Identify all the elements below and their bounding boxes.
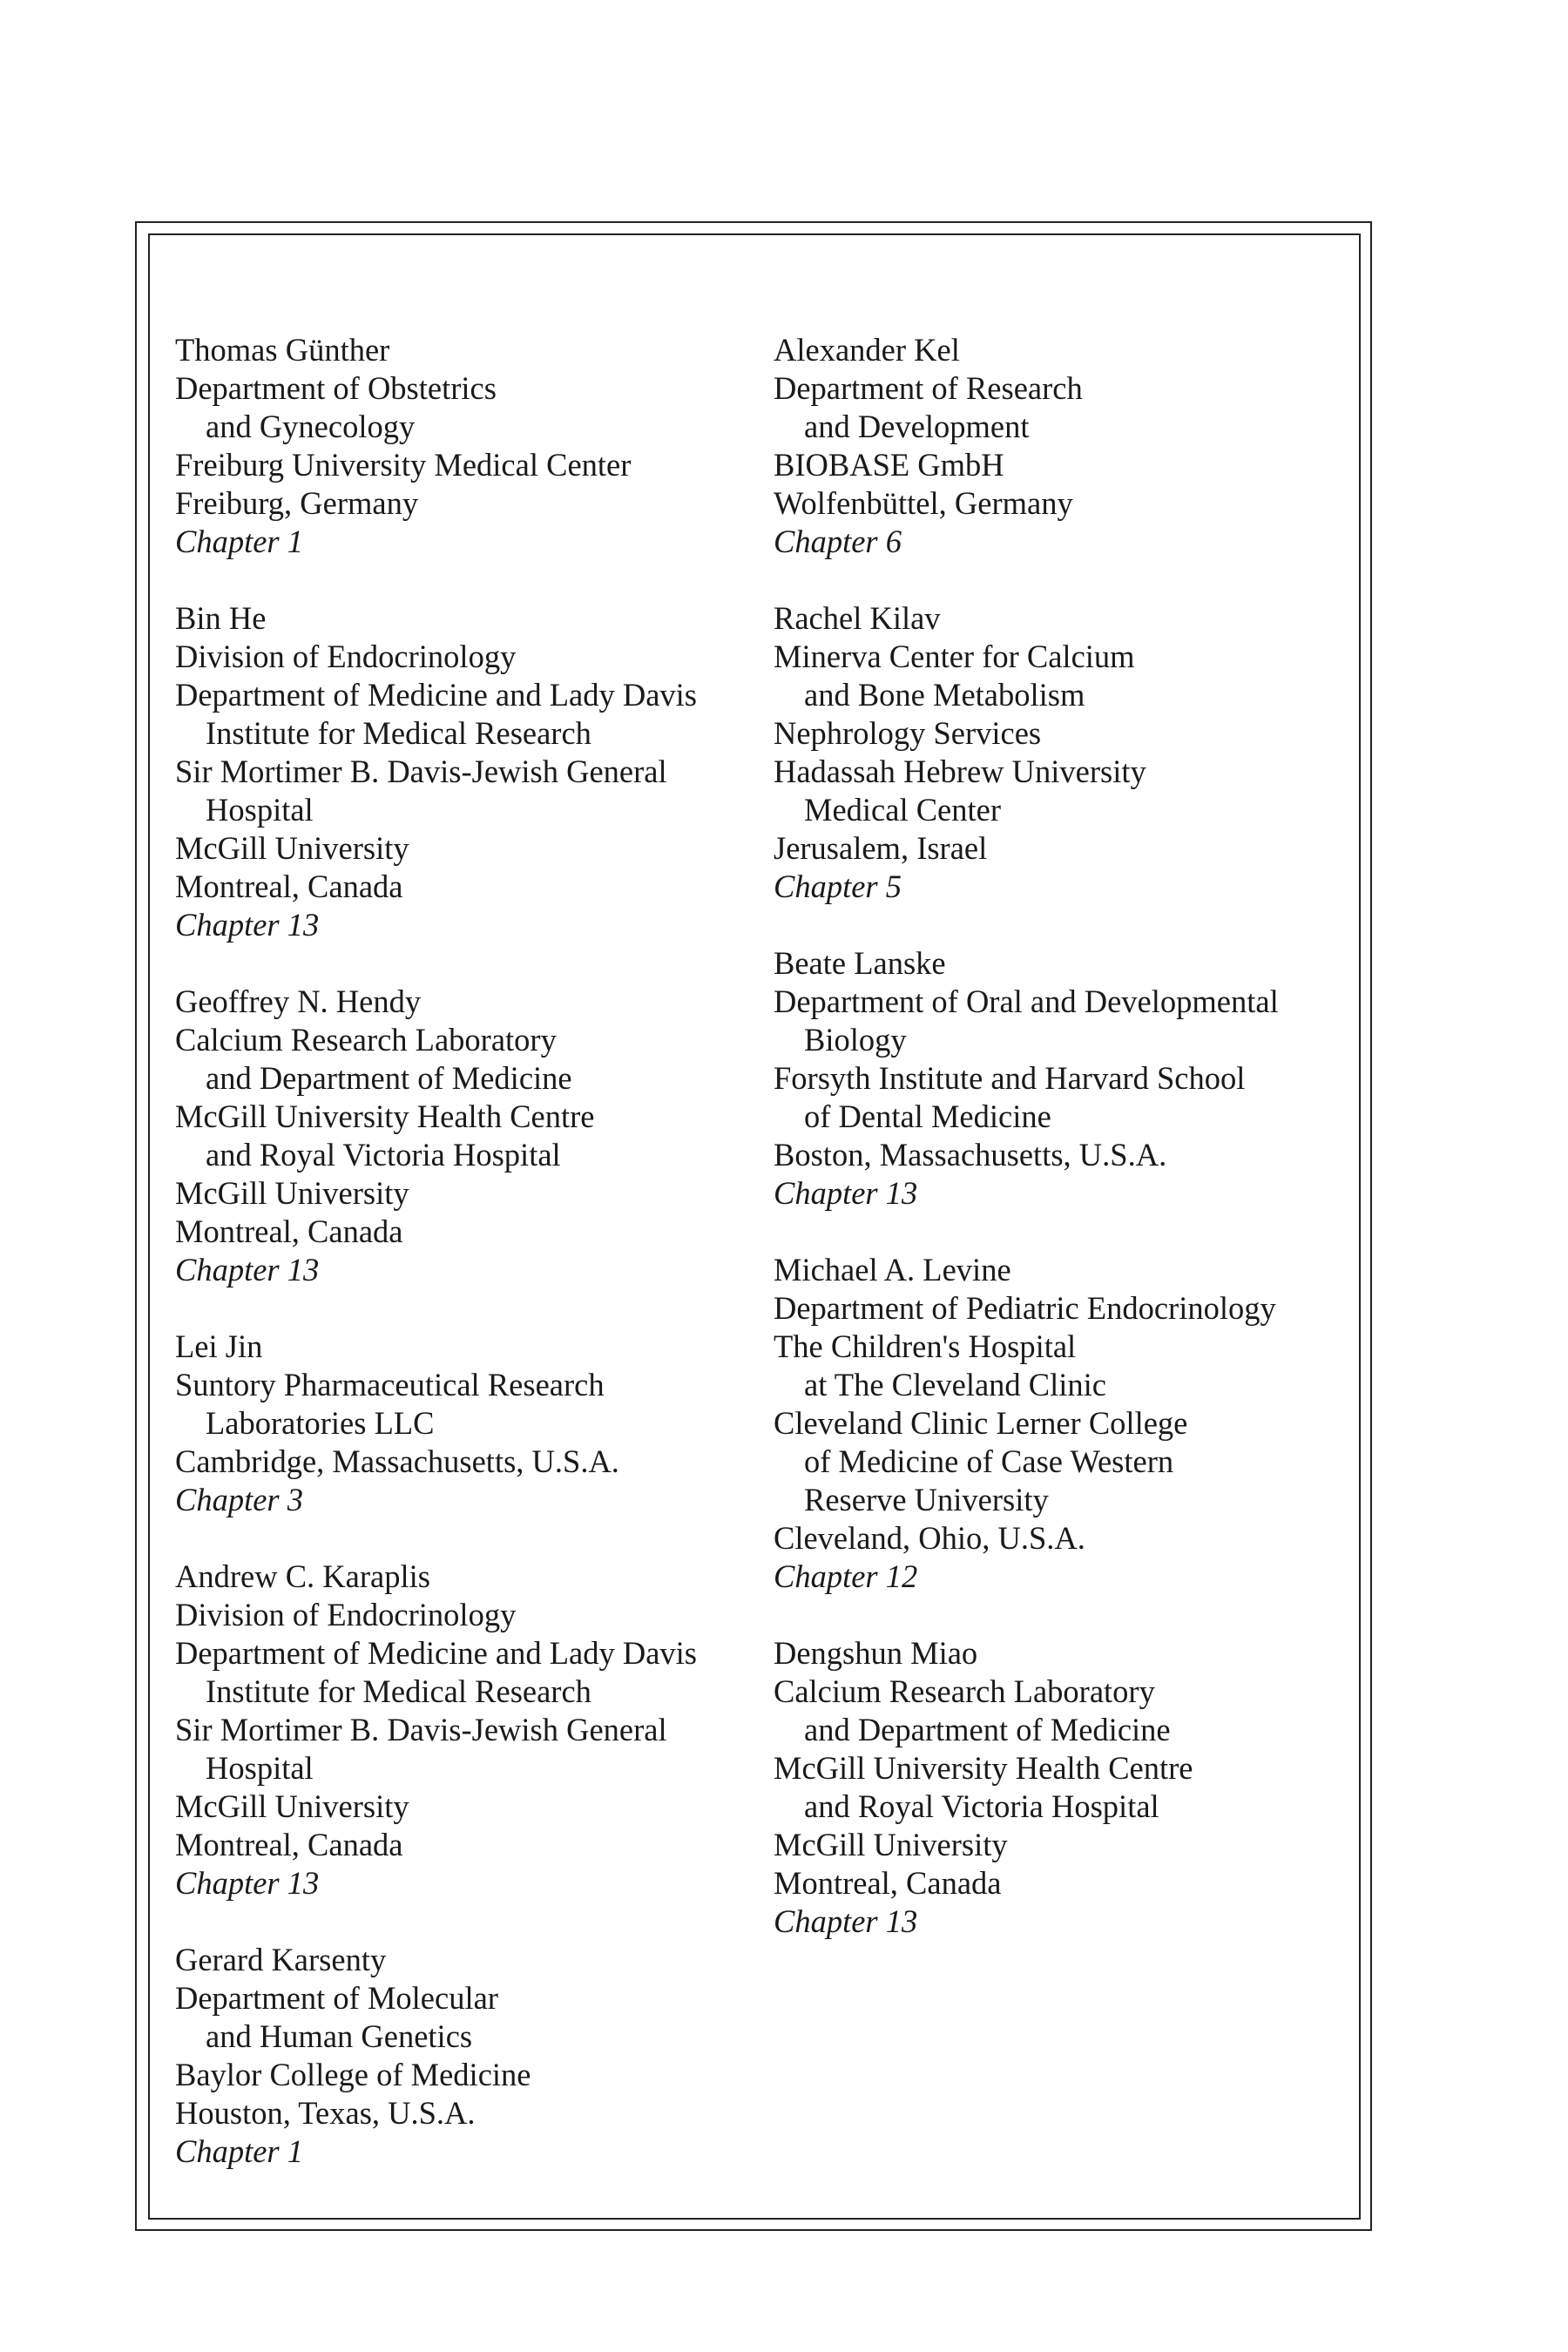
contributor-name: Gerard Karsenty: [175, 1942, 387, 1977]
affiliation-line: Minerva Center for Calcium: [774, 639, 1135, 674]
affiliation-line: Department of Molecular: [175, 1980, 498, 2016]
affiliation-line: Department of Pediatric Endocrinology: [774, 1290, 1276, 1326]
chapter-reference: Chapter 5: [774, 868, 902, 904]
affiliation-line: Montreal, Canada: [774, 1865, 1002, 1901]
contributor-name: Alexander Kel: [774, 332, 960, 368]
contributor-entry: [175, 1328, 741, 1519]
chapter-reference: Chapter 13: [774, 1175, 918, 1211]
chapter-reference: Chapter 13: [774, 1903, 918, 1939]
affiliation-line: Division of Endocrinology: [175, 1597, 517, 1632]
affiliation-line: Reserve University: [804, 1482, 1049, 1517]
affiliation-line: Houston, Texas, U.S.A.: [175, 2095, 476, 2131]
affiliation-line: Boston, Massachusetts, U.S.A.: [774, 1137, 1167, 1173]
affiliation-line: Sir Mortimer B. Davis-Jewish General: [175, 754, 667, 789]
affiliation-line: Institute for Medical Research: [206, 1673, 591, 1709]
contributor-name: Andrew C. Karaplis: [175, 1558, 430, 1594]
affiliation-line: McGill University: [175, 1175, 409, 1211]
affiliation-line: Department of Medicine and Lady Davis: [175, 1635, 698, 1671]
contributor-name: Bin He: [175, 600, 267, 636]
affiliation-line: Medical Center: [804, 792, 1002, 828]
affiliation-line: McGill University Health Centre: [774, 1750, 1193, 1786]
affiliation-line: Sir Mortimer B. Davis-Jewish General: [175, 1712, 667, 1747]
affiliation-line: and Department of Medicine: [804, 1712, 1171, 1747]
affiliation-line: Freiburg University Medical Center: [175, 447, 632, 483]
affiliation-line: Department of Oral and Developmental: [774, 983, 1279, 1019]
chapter-reference: Chapter 13: [175, 907, 320, 943]
affiliation-line: Department of Obstetrics: [175, 370, 497, 406]
affiliation-line: Calcium Research Laboratory: [774, 1673, 1155, 1709]
contributor-entry: [175, 1558, 741, 1903]
contributor-name: Lei Jin: [175, 1328, 263, 1364]
contributor-entry: [774, 1251, 1331, 1596]
affiliation-line: and Gynecology: [206, 409, 416, 444]
contributor-entry: [175, 1941, 741, 2171]
affiliation-line: Biology: [804, 1022, 907, 1058]
contributor-entry: [774, 944, 1331, 1213]
affiliation-line: Freiburg, Germany: [175, 485, 419, 521]
contributor-entry: [774, 331, 1331, 561]
chapter-reference: Chapter 13: [175, 1252, 320, 1288]
affiliation-line: The Children's Hospital: [774, 1328, 1077, 1364]
affiliation-line: Forsyth Institute and Harvard School: [774, 1060, 1246, 1096]
contributor-entry: [175, 599, 741, 944]
affiliation-line: Montreal, Canada: [175, 868, 403, 904]
chapter-reference: Chapter 3: [175, 1482, 304, 1517]
affiliation-line: McGill University Health Centre: [175, 1098, 595, 1134]
contributor-entry: [774, 1634, 1331, 1941]
contributor-entry: [175, 983, 741, 1289]
chapter-reference: Chapter 1: [175, 524, 304, 559]
chapter-reference: Chapter 12: [774, 1558, 918, 1594]
affiliation-line: Institute for Medical Research: [206, 715, 591, 751]
affiliation-line: and Development: [804, 409, 1030, 444]
affiliation-line: BIOBASE GmbH: [774, 447, 1004, 483]
affiliation-line: and Bone Metabolism: [804, 677, 1085, 713]
affiliation-line: of Medicine of Case Western: [804, 1443, 1174, 1479]
chapter-reference: Chapter 1: [175, 2133, 304, 2169]
affiliation-line: at The Cleveland Clinic: [804, 1367, 1106, 1402]
chapter-reference: Chapter 13: [175, 1865, 320, 1901]
contributor-name: Rachel Kilav: [774, 600, 941, 636]
contributor-name: Thomas Günther: [175, 332, 390, 368]
affiliation-line: Suntory Pharmaceutical Research: [175, 1367, 605, 1402]
affiliation-line: Cambridge, Massachusetts, U.S.A.: [175, 1443, 619, 1479]
affiliation-line: Laboratories LLC: [206, 1405, 435, 1441]
affiliation-line: Hospital: [206, 1750, 314, 1786]
affiliation-line: Calcium Research Laboratory: [175, 1022, 557, 1058]
affiliation-line: and Human Genetics: [206, 2018, 473, 2054]
affiliation-line: Wolfenbüttel, Germany: [774, 485, 1073, 521]
affiliation-line: Montreal, Canada: [175, 1213, 403, 1249]
affiliation-line: McGill University: [774, 1827, 1008, 1862]
affiliation-line: Hadassah Hebrew University: [774, 754, 1146, 789]
contributor-name: Michael A. Levine: [774, 1252, 1011, 1288]
contributors-left-column: [175, 331, 741, 2209]
contributor-name: Beate Lanske: [774, 945, 946, 981]
chapter-reference: Chapter 6: [774, 524, 902, 559]
affiliation-line: Department of Research: [774, 370, 1083, 406]
affiliation-line: Cleveland, Ohio, U.S.A.: [774, 1520, 1085, 1556]
affiliation-line: of Dental Medicine: [804, 1098, 1051, 1134]
affiliation-line: Department of Medicine and Lady Davis: [175, 677, 698, 713]
affiliation-line: Cleveland Clinic Lerner College: [774, 1405, 1188, 1441]
affiliation-line: and Department of Medicine: [206, 1060, 572, 1096]
affiliation-line: McGill University: [175, 1788, 409, 1824]
affiliation-line: Nephrology Services: [774, 715, 1042, 751]
affiliation-line: and Royal Victoria Hospital: [804, 1788, 1159, 1824]
contributor-name: Dengshun Miao: [774, 1635, 978, 1671]
affiliation-line: Baylor College of Medicine: [175, 2057, 531, 2092]
affiliation-line: Jerusalem, Israel: [774, 830, 988, 866]
contributor-entry: [774, 599, 1331, 906]
affiliation-line: McGill University: [175, 830, 409, 866]
contributor-entry: [175, 331, 741, 561]
affiliation-line: and Royal Victoria Hospital: [206, 1137, 561, 1173]
affiliation-line: Division of Endocrinology: [175, 639, 517, 674]
contributor-name: Geoffrey N. Hendy: [175, 983, 422, 1019]
affiliation-line: Montreal, Canada: [175, 1827, 403, 1862]
affiliation-line: Hospital: [206, 792, 314, 828]
contributors-right-column: [774, 331, 1331, 1979]
